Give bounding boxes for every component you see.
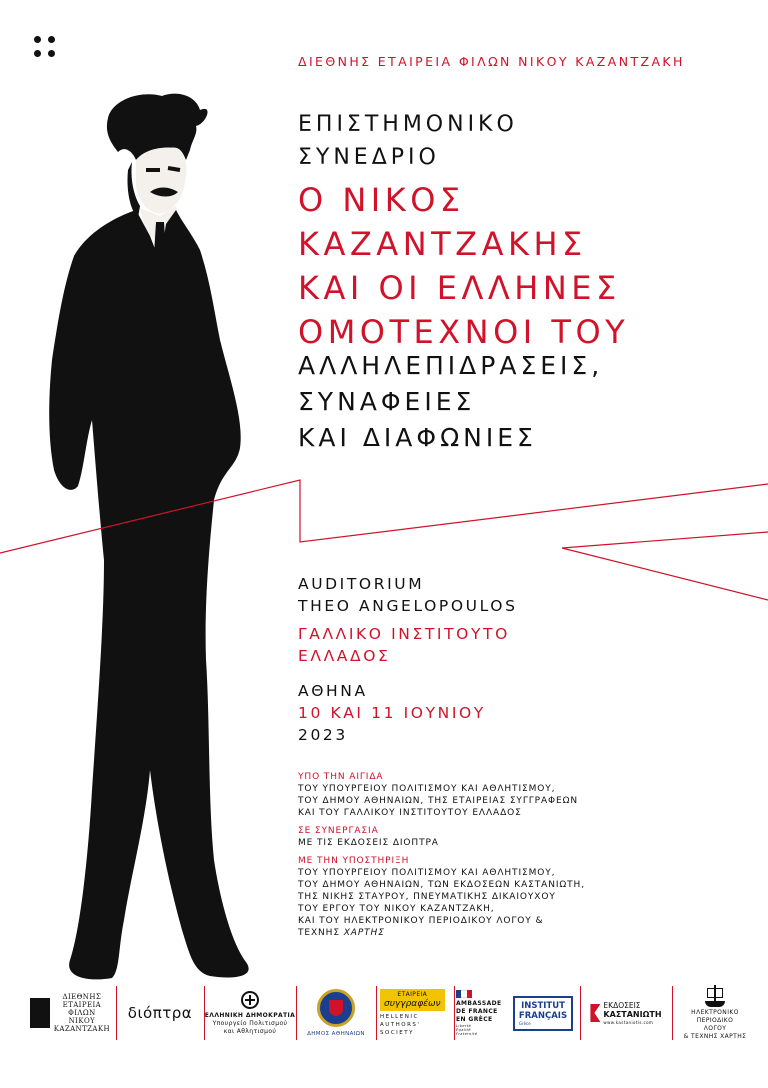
writers-main: συγγραφέων <box>384 999 441 1009</box>
event-date <box>298 680 486 746</box>
embassy-logo[interactable] <box>456 978 512 1048</box>
chartis-line: ΠΕΡΙΟΔΙΚΟ <box>696 1017 734 1024</box>
collab-heading: ΣΕ ΣΥΝΕΡΓΑΣΙΑ <box>298 826 379 836</box>
credit-line: ΚΑΙ ΤΟΥ ΓΑΛΛΙΚΟΥ ΙΝΣΤΙΤΟΥΤΟΥ ΕΛΛΑΔΟΣ <box>298 808 522 818</box>
month: ΙΟΥΝΙΟΥ <box>396 704 486 722</box>
credit-line: ΜΕ ΤΙΣ ΕΚΔΟΣΕΙΣ ΔΙΟΠΤΡΑ <box>298 838 439 848</box>
institut-line: INSTITUT <box>521 1000 565 1011</box>
chartis-line: ΛΟΓΟΥ <box>703 1025 727 1032</box>
ministry-title: ΕΛΛΗΝΙΚΗ ΔΗΜΟΚΡΑΤΙΑ <box>204 1011 296 1019</box>
chartis-line: ΗΛΕΚΤΡΟΝΙΚΟ <box>691 1009 739 1016</box>
ministry-logo[interactable] <box>206 978 294 1048</box>
credit-line: ΚΑΙ ΤΟΥ ΗΛΕΚΤΡΟΝΙΚΟΥ ΠΕΡΙΟΔΙΚΟΥ ΛΟΓΟΥ & <box>298 916 544 926</box>
embassy-motto: Égalité <box>456 1028 471 1032</box>
ministry-sub: Υπουργείο Πολιτισμού <box>212 1019 288 1027</box>
venue <box>298 573 518 667</box>
organization-name: ΔΙΕΘΝΗΣ ΕΤΑΙΡΕΙΑ ΦΙΛΩΝ ΝΙΚΟΥ ΚΑΖΑΝΤΖΑΚΗ <box>298 54 685 69</box>
french-flag-icon <box>456 990 472 998</box>
title-line: ΚΑΖΑΝΤΖΑΚΗΣ <box>298 225 587 263</box>
day-first: 10 <box>298 704 323 722</box>
embassy-motto: Liberté <box>456 1024 472 1028</box>
title-line: ΟΜΟΤΕΧΝΟΙ ΤΟΥ <box>298 313 630 351</box>
auspices-heading: ΥΠΟ ΤΗΝ ΑΙΓΙΔΑ <box>298 772 384 782</box>
date-days <box>298 702 486 724</box>
dioptra-logo[interactable] <box>118 978 202 1048</box>
sponsor-logos <box>0 978 768 1048</box>
writers-en: HELLENIC <box>380 1014 419 1020</box>
title-line: ΚΑΙ ΟΙ ΕΛΛΗΝΕΣ <box>298 269 621 307</box>
credit-line: ΤΟΥ ΥΠΟΥΡΓΕΙΟΥ ΠΟΛΙΤΙΣΜΟΥ ΚΑΙ ΑΘΛΗΤΙΣΜΟΥ, <box>298 868 556 878</box>
society-line: ΦΙΛΩΝ <box>68 1009 96 1017</box>
credit-line: ΤΟΥ ΥΠΟΥΡΓΕΙΟΥ ΠΟΛΙΤΙΣΜΟΥ ΚΑΙ ΑΘΛΗΤΙΣΜΟΥ, <box>298 784 556 794</box>
day-second: 11 <box>371 704 397 722</box>
credit-line: ΤΟΥ ΔΗΜΟΥ ΑΘΗΝΑΙΩΝ, ΤΗΣ ΕΤΑΙΡΕΙΑΣ ΣΥΓΓΡΑΦΕΩΝ <box>298 796 579 806</box>
society-line: ΔΙΕΘΝΗΣ <box>62 993 102 1001</box>
kastaniotis-top: ΕΚΔΟΣΕΙΣ <box>603 1001 641 1010</box>
writers-en: SOCIETY <box>380 1030 414 1036</box>
embassy-line: EN GRÈCE <box>456 1016 493 1023</box>
society-line: ΕΤΑΙΡΕΙΑ <box>62 1001 102 1009</box>
support-heading: ΜΕ ΤΗΝ ΥΠΟΣΤΗΡΙΞΗ <box>298 856 410 866</box>
embassy-line: AMBASSADE <box>456 1000 502 1007</box>
institut-francais-logo[interactable] <box>512 978 574 1048</box>
institut-sub: Grèce <box>518 1020 531 1026</box>
ship-icon <box>702 985 728 1007</box>
municipality-logo[interactable] <box>298 978 374 1048</box>
municipality-name: ΔΗΜΟΣ ΑΘΗΝΑΙΩΝ <box>307 1030 365 1037</box>
embassy-motto: Fraternité <box>456 1032 478 1036</box>
subtitle-line: ΚΑΙ ΔΙΑΦΩΝΙΕΣ <box>298 423 537 452</box>
portrait-thumb-icon <box>30 998 50 1028</box>
event-type-line: ΣΥΝΕΔΡΙΟ <box>298 145 440 170</box>
day-and: ΚΑΙ <box>322 704 372 722</box>
event-title <box>298 178 629 354</box>
ministry-sub: και Αθλητισμού <box>223 1027 277 1035</box>
kastaniotis-url: www.kastaniotis.com <box>603 1020 654 1025</box>
society-line: ΝΙΚΟΥ <box>68 1017 96 1025</box>
city: ΑΘΗΝΑ <box>298 682 368 700</box>
venue-line: THEO ANGELOPOULOS <box>298 597 518 615</box>
credit-line: ΤΗΣ ΝΙΚΗΣ ΣΤΑΥΡΟΥ, ΠΝΕΥΜΑΤΙΚΗΣ ΔΙΚΑΙΟΥΧΟΥ <box>298 892 556 902</box>
kastaniotis-mark-icon <box>590 1004 600 1022</box>
writers-top: ΕΤΑΙΡΕΙΑ <box>397 991 428 998</box>
event-subtitle <box>298 348 603 456</box>
credit-line: ΤΟΥ ΕΡΓΟΥ ΤΟΥ ΝΙΚΟΥ ΚΑΖΑΝΤΖΑΚΗ, <box>298 904 495 914</box>
subtitle-line: ΑΛΛΗΛΕΠΙΔΡΑΣΕΙΣ, <box>298 351 604 380</box>
society-logo[interactable] <box>30 978 110 1048</box>
credits <box>298 768 748 939</box>
subtitle-line: ΣΥΝΑΦΕΙΕΣ <box>298 387 476 416</box>
writers-society-logo[interactable] <box>380 978 450 1048</box>
dioptra-text: διόπτρα <box>127 1004 193 1022</box>
credit-line <box>298 927 748 939</box>
writers-badge <box>380 989 445 1011</box>
society-line: ΚΑΖΑΝΤΖΑΚΗ <box>53 1025 110 1033</box>
title-line: Ο ΝΙΚΟΣ <box>298 181 465 219</box>
institut-line: FRANÇAIS <box>518 1010 568 1021</box>
chartis-logo[interactable] <box>676 978 754 1048</box>
event-type-line: ΕΠΙΣΤΗΜΟΝΙΚΟ <box>298 112 518 137</box>
credit-line: ΤΟΥ ΔΗΜΟΥ ΑΘΗΝΑΙΩΝ, ΤΩΝ ΕΚΔΟΣΕΩΝ ΚΑΣΤΑΝΙΩΤΗ, <box>298 880 585 890</box>
writers-en: AUTHORS' <box>380 1022 421 1028</box>
venue-line: ΕΛΛΑΔΟΣ <box>298 647 391 665</box>
magazine-name: ΧΑΡΤΗΣ <box>343 928 385 938</box>
event-type <box>298 108 518 174</box>
year: 2023 <box>298 726 348 744</box>
chartis-line: & ΤΕΧΝΗΣ ΧΑΡΤΗΣ <box>683 1033 747 1040</box>
kastaniotis-logo[interactable] <box>584 978 668 1048</box>
venue-line: ΓΑΛΛΙΚΟ ΙΝΣΤΙΤΟΥΤΟ <box>298 625 510 643</box>
athens-seal-icon <box>317 989 355 1027</box>
venue-line: AUDITORIUM <box>298 575 425 593</box>
embassy-line: DE FRANCE <box>456 1008 498 1015</box>
credit-prefix: ΤΕΧΝΗΣ <box>298 928 344 938</box>
kastaniotis-main: ΚΑΣΤΑΝΙΩΤΗ <box>603 1010 662 1019</box>
institut-box <box>513 996 573 1031</box>
greek-emblem-icon <box>241 991 259 1009</box>
